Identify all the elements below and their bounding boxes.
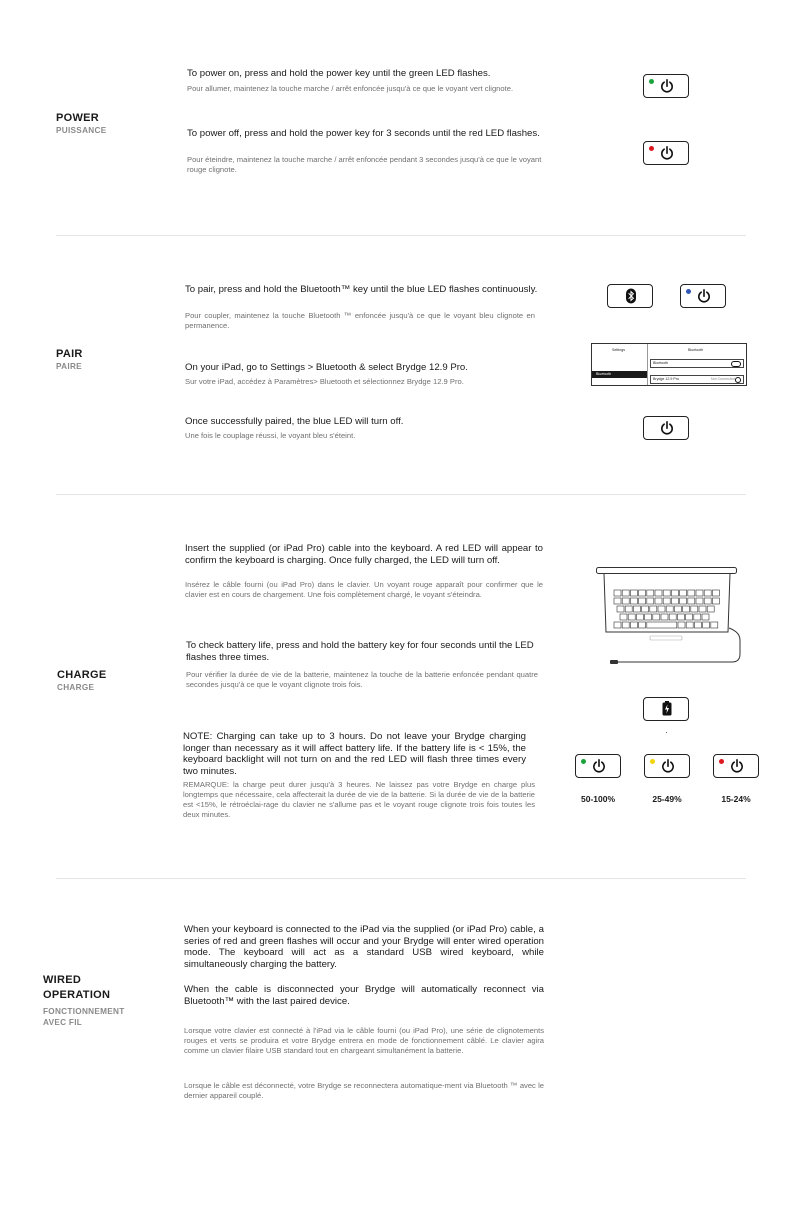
ipad-settings-screenshot	[591, 343, 747, 386]
power-heading: POWER	[56, 112, 100, 124]
pair-step3-text-fr: Une fois le couplage réussi, le voyant bleu s'éteint.	[185, 431, 356, 440]
keyboard-key	[688, 598, 695, 604]
keyboard-key	[655, 598, 662, 604]
green-led-icon	[649, 79, 654, 84]
blue-led-icon	[686, 289, 691, 294]
section-divider	[56, 494, 746, 495]
keyboard-key	[614, 622, 621, 628]
keyboard-key	[663, 590, 670, 596]
power-heading-fr: PUISSANCE	[56, 126, 107, 135]
keyboard-key	[671, 598, 678, 604]
keyboard-key	[625, 606, 632, 612]
pair-step1-text-fr: Pour coupler, maintenez la touche Bluetooth ™ enfoncée jusqu'à ce que le voyant bleu clignote en permanence.	[185, 311, 535, 330]
keyboard-key	[666, 606, 673, 612]
keyboard-key	[661, 614, 668, 620]
keyboard-key	[703, 622, 710, 628]
battery-check-text: To check battery life, press and hold the battery key for four seconds until the LED flashes three times.	[186, 640, 534, 663]
wired-heading-line1: WIRED	[43, 974, 82, 986]
charge-insert-text-fr: Insérez le câble fourni (ou iPad Pro) dans le clavier. Un voyant rouge apparaît pour confirmer que le clavier est en cours de chargement. Une fois complètement chargé, le voyant s'éteindra.	[185, 580, 543, 599]
keyboard-key	[678, 622, 685, 628]
red-led-icon	[649, 146, 654, 151]
keyboard-key	[704, 590, 711, 596]
battery-check-text-fr: Pour vérifier la durée de vie de la batterie, maintenez la touche de la batterie enfoncée pendant quatre secondes jusqu'à ce que le voyant clignote trois fois.	[186, 670, 538, 689]
keyboard-key	[702, 614, 709, 620]
keyboard-key	[639, 598, 646, 604]
keyboard-key	[663, 598, 670, 604]
keyboard-key	[680, 598, 687, 604]
keyboard-key	[647, 622, 677, 628]
keyboard-key	[686, 622, 693, 628]
settings-title: Settings	[612, 348, 625, 352]
dot-marker	[666, 732, 667, 733]
bluetooth-key	[607, 284, 653, 308]
keyboard-key	[658, 606, 665, 612]
keyboard-key	[622, 590, 629, 596]
power-off-text-fr: Pour éteindre, maintenez la touche marche / arrêt enfoncée pendant 3 secondes jusqu'à ce que le voyant rouge clignote.	[187, 155, 542, 174]
pair-step1-text: To pair, press and hold the Bluetooth™ key until the blue LED flashes continuously.	[185, 284, 538, 295]
keyboard-key	[686, 614, 693, 620]
keyboard-key	[669, 614, 676, 620]
keyboard-key	[647, 590, 654, 596]
power-key-green	[643, 74, 689, 98]
keyboard-key	[630, 598, 637, 604]
keyboard-key	[628, 614, 635, 620]
keyboard-key	[653, 614, 660, 620]
settings-sidebar	[592, 344, 648, 385]
pair-step2-text: On your iPad, go to Settings > Bluetooth & select Brydge 12.9 Pro.	[185, 362, 468, 373]
battery-level-key-low	[713, 754, 759, 778]
charge-note-text-fr: REMARQUE: la charge peut durer jusqu'à 3 heures. Ne laissez pas votre Brydge en charge plus longtemps que nécessaire, cela affecterait la durée de vie de la batterie. Si la durée de vie de la batterie est <15%, le rétroéclai-rage du clavier ne s'allume pas et le voyant rouge clignote trois fois toutes les deux minutes.	[183, 780, 535, 819]
keyboard-key	[712, 598, 719, 604]
keyboard-key	[691, 606, 698, 612]
keyboard-key	[639, 590, 646, 596]
section-divider	[56, 235, 746, 236]
keyboard-key	[704, 598, 711, 604]
bluetooth-menu-item: Bluetooth	[592, 371, 647, 378]
keyboard-key	[647, 598, 654, 604]
power-icon	[659, 145, 675, 161]
keyboard-key	[683, 606, 690, 612]
battery-level-label-mid: 25-49%	[652, 794, 682, 804]
keyboard-key	[655, 590, 662, 596]
pair-step3-text: Once successfully paired, the blue LED will turn off.	[185, 416, 404, 427]
keyboard-key	[622, 598, 629, 604]
charge-insert-text: Insert the supplied (or iPad Pro) cable into the keyboard. A red LED will appear to confirm the keyboard is charging. Once fully charged, the LED will turn off.	[185, 543, 543, 566]
power-icon	[591, 758, 607, 774]
power-key-red	[643, 141, 689, 165]
keyboard-key	[699, 606, 706, 612]
wired-heading-fr-line1: FONCTIONNEMENT	[43, 1007, 125, 1016]
wired-p1-text-fr: Lorsque votre clavier est connecté à l'iPad via le câble fourni (ou iPad Pro), une série de clignotements rouges et verts se produira et votre Brydge entrera en mode de fonctionnement câblé. Le clavier agira comme un clavier filaire USB standard tout en chargeant simultanément la batterie.	[184, 1026, 544, 1055]
pair-step2-text-fr: Sur votre iPad, accédez à Paramètres> Bluetooth et sélectionnez Brydge 12.9 Pro.	[185, 377, 464, 386]
keyboard-key	[694, 614, 701, 620]
pair-heading: PAIR	[56, 348, 83, 360]
keyboard-key	[645, 614, 652, 620]
charge-heading: CHARGE	[57, 669, 107, 681]
power-icon	[729, 758, 745, 774]
battery-level-key-high	[575, 754, 621, 778]
wired-heading-line2: OPERATION	[43, 989, 111, 1001]
battery-key	[643, 697, 689, 721]
brydge-device-row: Brydge 12.9 Pro Not Connected	[650, 375, 744, 384]
keyboard-key	[636, 614, 643, 620]
wired-p2-text-fr: Lorsque le câble est déconnecté, votre Brydge se reconnectera automatique-ment via Bluetooth ™ avec le dernier appareil couplé.	[184, 1081, 544, 1100]
battery-level-label-high: 50-100%	[580, 794, 616, 804]
keyboard-key	[711, 622, 718, 628]
keyboard-key	[650, 606, 657, 612]
battery-level-key-mid	[644, 754, 690, 778]
keyboard-key	[712, 590, 719, 596]
charge-note-text: NOTE: Charging can take up to 3 hours. Do not leave your Brydge charging longer than necessary as it will affect battery life. If the battery life is < 15%, the keyboard backlight will not turn on and the red LED will flash three times every two minutes.	[183, 731, 526, 777]
wired-p1-text: When your keyboard is connected to the iPad via the supplied (or iPad Pro) cable, a series of red and green flashes will occur and your Brydge will enter wired operation mode. The keyboard will act as a standard USB wired keyboard, while simultaneously charging the battery.	[184, 924, 544, 970]
power-icon	[660, 758, 676, 774]
keyboard-key	[688, 590, 695, 596]
keyboard-key	[680, 590, 687, 596]
info-icon	[735, 377, 741, 383]
power-icon	[696, 288, 712, 304]
bluetooth-icon	[624, 288, 638, 304]
battery-level-label-low: 15-24%	[721, 794, 751, 804]
battery-icon	[662, 701, 672, 716]
keyboard-key	[620, 614, 627, 620]
green-led-icon	[581, 759, 586, 764]
keyboard-key	[617, 606, 624, 612]
bluetooth-title: Bluetooth	[688, 348, 704, 352]
bluetooth-toggle-row: Bluetooth	[650, 359, 744, 368]
charge-heading-fr: CHARGE	[57, 683, 95, 692]
keyboard-key	[696, 598, 703, 604]
keyboard-key	[642, 606, 649, 612]
power-off-text: To power off, press and hold the power key for 3 seconds until the red LED flashes.	[187, 128, 540, 139]
keyboard-key	[671, 590, 678, 596]
pair-heading-fr: PAIRE	[56, 362, 82, 371]
keyboard-key	[707, 606, 714, 612]
toggle-icon	[731, 361, 741, 367]
power-key-blue	[680, 284, 726, 308]
power-on-text-fr: Pour allumer, maintenez la touche marche / arrêt enfoncée jusqu'à ce que le voyant vert clignote.	[187, 84, 514, 93]
keyboard-key	[674, 606, 681, 612]
keyboard-key	[630, 590, 637, 596]
keyboard-key	[622, 622, 629, 628]
wired-heading-fr-line2: AVEC FIL	[43, 1018, 83, 1027]
power-icon	[659, 78, 675, 94]
power-on-text: To power on, press and hold the power key until the green LED flashes.	[187, 68, 491, 79]
red-led-icon	[719, 759, 724, 764]
keyboard-charging-illustration	[596, 566, 744, 666]
power-key-off	[643, 416, 689, 440]
power-icon	[659, 420, 675, 436]
keyboard-key	[639, 622, 646, 628]
keyboard-key	[696, 590, 703, 596]
keyboard-key	[630, 622, 637, 628]
keyboard-key	[614, 590, 621, 596]
wired-p2-text: When the cable is disconnected your Brydge will automatically reconnect via Bluetooth™ with the last paired device.	[184, 984, 544, 1007]
keyboard-key	[694, 622, 701, 628]
section-divider	[56, 878, 746, 879]
keyboard-key	[614, 598, 621, 604]
yellow-led-icon	[650, 759, 655, 764]
keyboard-key	[677, 614, 684, 620]
keyboard-key	[633, 606, 640, 612]
